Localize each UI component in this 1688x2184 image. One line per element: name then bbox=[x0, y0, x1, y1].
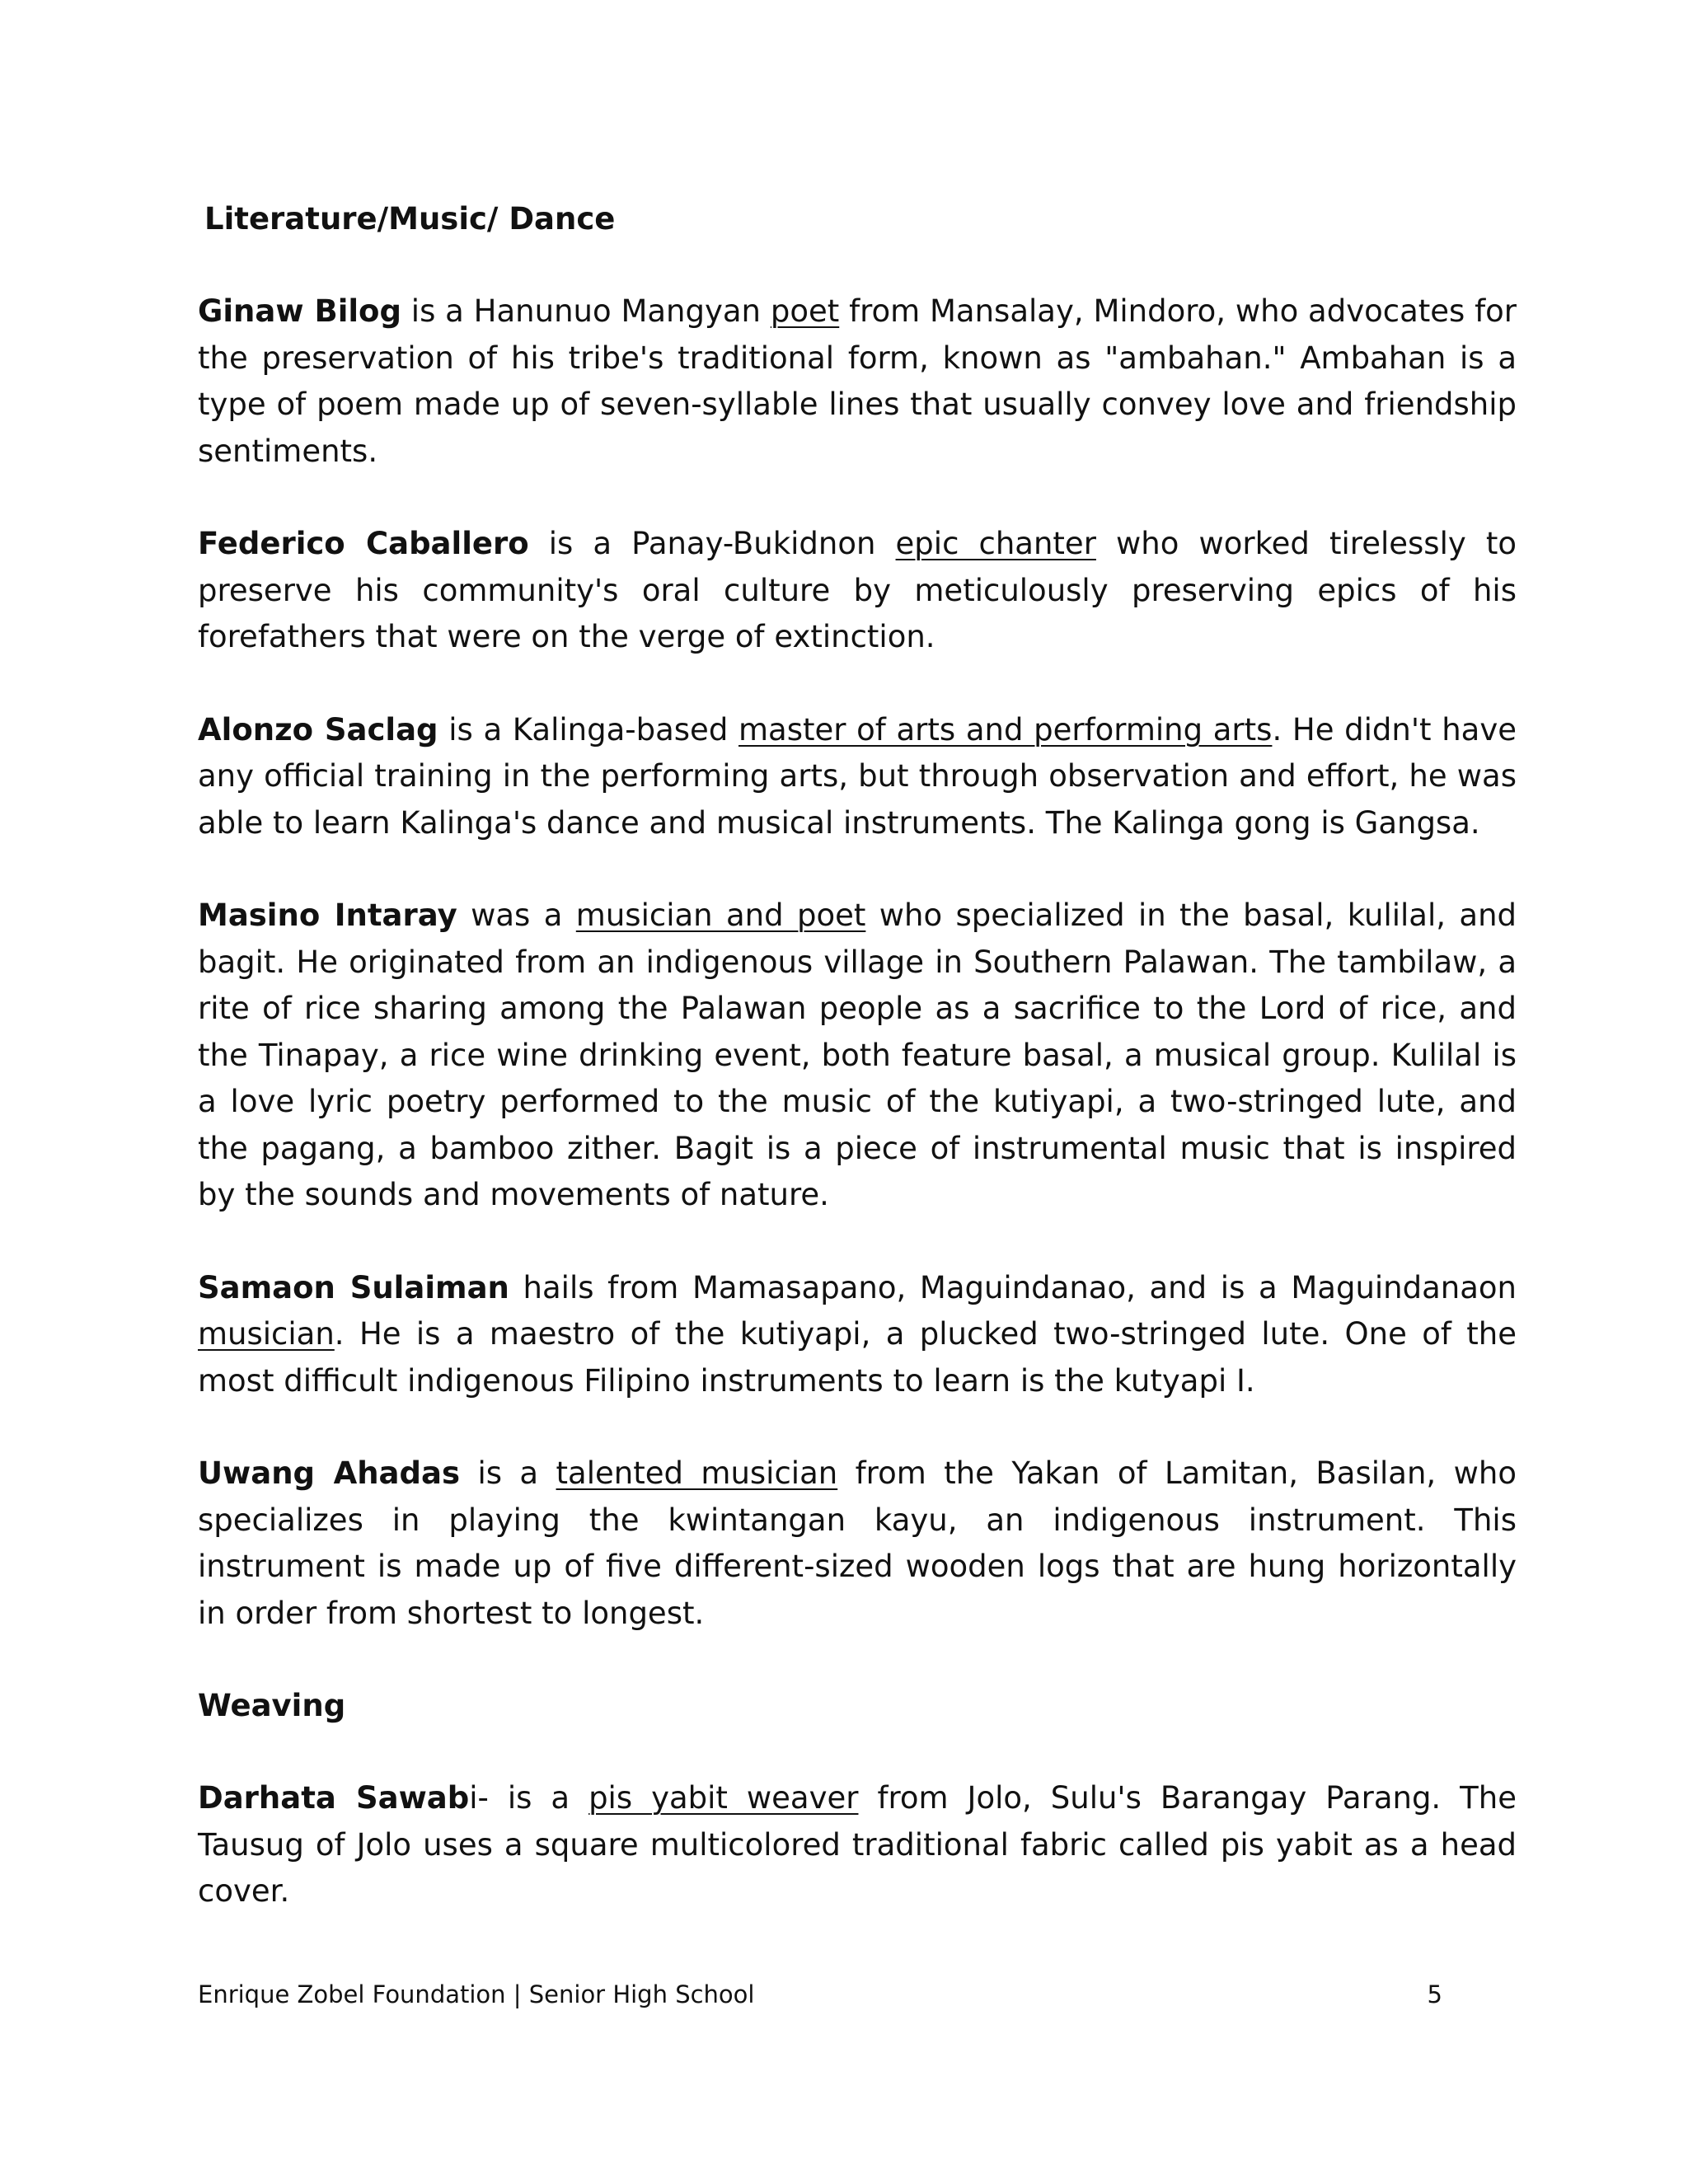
entry-role: master of arts and performing arts bbox=[738, 711, 1273, 748]
entry-masino-intaray: Masino Intaray was a musician and poet who specialized in the basal, kulilal, and bagit. He originated from an indigenous village in Southern Palawan. The tambilaw, a rite of rice sharing among the Palawan people as a sacrifice to the Lord of rice, and the Tinapay, a rice wine drinking event, both feature basal, a musical group. Kulilal is a love lyric poetry performed to the music of the kutiyapi, a two-stringed lute, and the pagang, a bamboo zither. Bagit is a piece of instrumental music that is inspired by the sounds and movements of nature. bbox=[198, 898, 1517, 1212]
entry-samaon-sulaiman: Samaon Sulaiman hails from Mamasapano, Maguindanao, and is a Maguindanaon musician. He is a maestro of the kutiyapi, a plucked two-stringed lute. One of the most difficult indigenous Filipino instruments to learn is the kutyapi I. bbox=[198, 1269, 1517, 1399]
entry-name: Uwang Ahadas bbox=[198, 1455, 460, 1491]
entry-name: Samaon Sulaiman bbox=[198, 1269, 509, 1305]
entry-role: musician bbox=[198, 1316, 335, 1352]
page-footer bbox=[198, 1978, 1442, 2011]
entry-uwang-ahadas: Uwang Ahadas is a talented musician from the Yakan of Lamitan, Basilan, who specializes in playing the kwintangan kayu, an indigenous instrument. This instrument is made up of five different-sized wooden logs that are hung horizontally in order from shortest to longest. bbox=[198, 1455, 1517, 1631]
section-heading-weaving: Weaving bbox=[198, 1688, 346, 1723]
entry-role: talented musician bbox=[556, 1455, 838, 1491]
entry-name: Federico Caballero bbox=[198, 526, 529, 561]
entry-name: Masino Intaray bbox=[198, 898, 457, 933]
entry-role: epic chanter bbox=[895, 526, 1096, 561]
entry-federico-caballero: Federico Caballero is a Panay-Bukidnon epic chanter who worked tirelessly to preserve his community's oral culture by meticulously preserving epics of his forefathers that were on the verge of extinction. bbox=[198, 526, 1517, 654]
page-body bbox=[198, 196, 1517, 1915]
entry-role: pis yabit weaver bbox=[588, 1780, 859, 1816]
entry-name: Darhata Sawab bbox=[198, 1780, 470, 1816]
entry-ginaw-bilog: Ginaw Bilog is a Hanunuo Mangyan poet from Mansalay, Mindoro, who advocates for the preservation of his tribe's traditional form, known as "ambahan." Ambahan is a type of poem made up of seven-syllable lines that usually convey love and friendship sentiments. bbox=[198, 293, 1517, 469]
entry-role: musician and poet bbox=[575, 898, 866, 933]
section-heading-literature: Literature/Music/ Dance bbox=[204, 201, 616, 237]
entry-alonzo-saclag: Alonzo Saclag is a Kalinga-based master of arts and performing arts. He didn't have any official training in the performing arts, but through observation and effort, he was able to learn Kalinga's dance and musical instruments. The Kalinga gong is Gangsa. bbox=[198, 711, 1517, 841]
footer-organization: Enrique Zobel Foundation | Senior High School bbox=[198, 1980, 755, 2008]
entry-darhata-sawabi: Darhata Sawabi- is a pis yabit weaver from Jolo, Sulu's Barangay Parang. The Tausug of Jolo uses a square multicolored traditional fabric called pis yabit as a head cover. bbox=[198, 1780, 1517, 1909]
entry-role: poet bbox=[770, 293, 840, 329]
page-number: 5 bbox=[1427, 1980, 1442, 2008]
entry-name: Ginaw Bilog bbox=[198, 293, 401, 329]
entry-name: Alonzo Saclag bbox=[198, 711, 438, 748]
